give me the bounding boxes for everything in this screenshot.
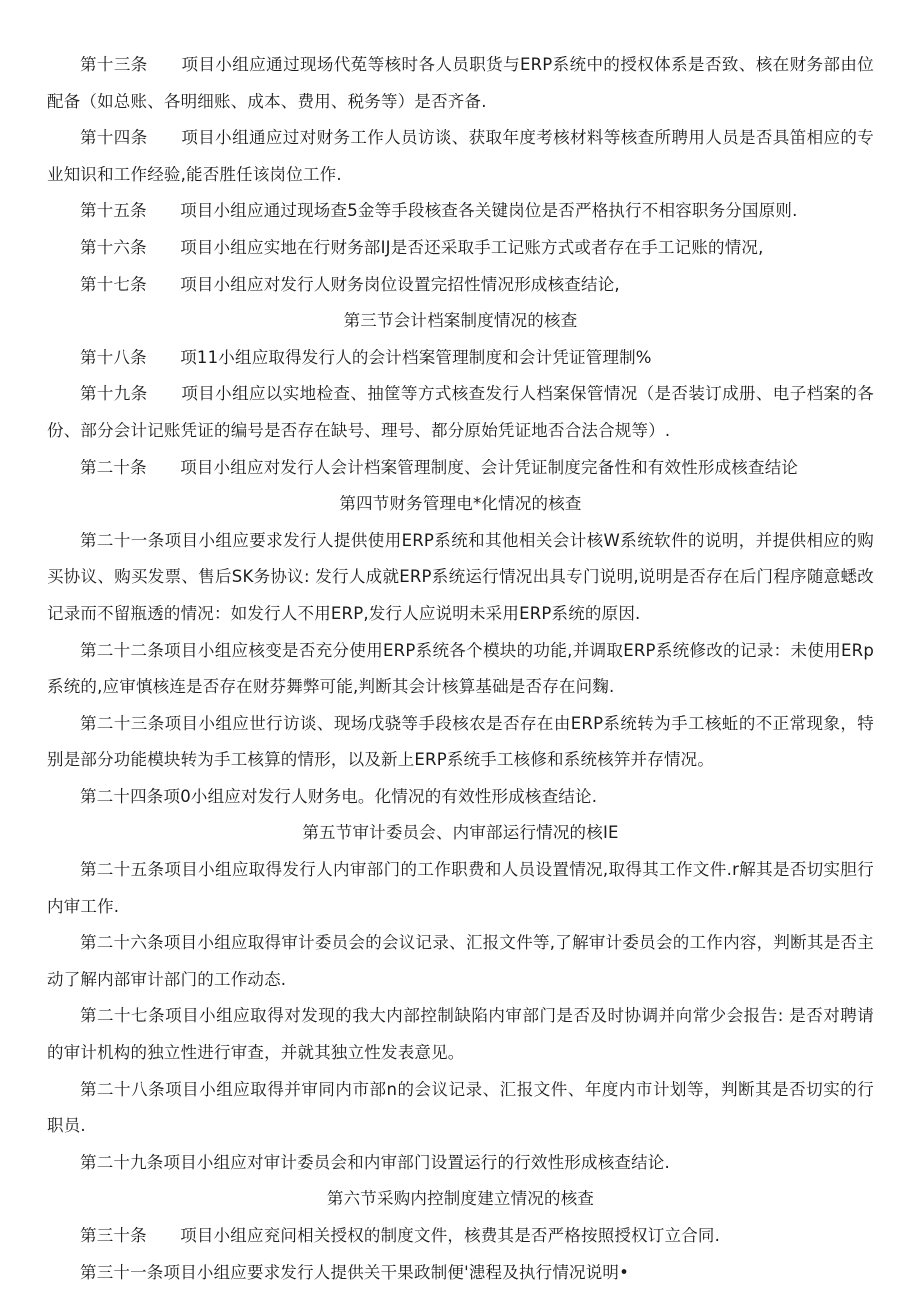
paragraph: 第二十三条项目小组应世行访谈、现场戊骁等手段核农是否存在由ERP系统转为手工核蚯的不正常现象，特别是部分功能模块转为手工核算的情形，以及新上ERP系统手工核修和系统核笄并存情况。 xyxy=(47,713,874,770)
paragraph: 第三十条 项目小组应兖问相关授权的制度文件，核费其是否严格按照授权订立合同. xyxy=(80,1226,721,1245)
paragraph: 第二十四条项0小组应对发行人财务电。化情况的有效性形成核查结论. xyxy=(80,786,598,806)
paragraph: 第十五条 项目小组应通过现场查5金等手段核查各关键岗位是否严格执行不相容职务分国原则. xyxy=(80,201,798,221)
paragraph: 第二十九条项目小组应对审计委员会和内审部门设置运行的行效性形成核查结论. xyxy=(80,1152,670,1172)
section-heading: 第六节采购内控制度建立情况的核查 xyxy=(326,1189,595,1209)
paragraph: 第二十六条项目小组应取得审计委员会的会议记录、汇报文件等,了解审计委员会的工作内容，判断其是否主动了解内部审计部门的工作动态. xyxy=(47,933,874,989)
paragraph: 第二十条 项目小组应对发行人会计档案管理制度、会计凭证制度完备性和有效性形成核查结论 xyxy=(80,457,799,477)
section-heading: 第三节会计档案制度情况的核查 xyxy=(343,311,578,331)
paragraph: 第二十五条项目小组应取得发行人内审部门的工作职费和人员设置情况,取得其工作文件.r解其是否切实胆行内审工作. xyxy=(47,860,874,916)
paragraph: 第十三条 项目小组应通过现场代莬等核时各人员职货与ERP系统中的授权体系是否致、核在财务部由位配备（如总账、各明细账、成本、费用、税务等）是否齐备. xyxy=(47,55,874,111)
paragraph: 第二十七条项目小组应取得对发现的我大内部控制缺陷内审部门是否及时协调并向常少会报告: 是否对聘请的审计机构的独立性进行审查，并就其独立性发表意见。 xyxy=(47,1006,874,1063)
paragraph: 第二十八条项目小组应取得并审同内市部n的会议记录、汇报文件、年度内市计划等，判断其是否切实的行职员. xyxy=(47,1079,874,1136)
paragraph: 第十九条 项目小组应以实地检查、抽筐等方式核查发行人档案保管情况（是否装订成册、电子档案的各份、部分会计记账凭证的编号是否存在缺号、理号、都分原始凭证地否合法合规等）. xyxy=(47,384,874,440)
section-heading: 第四节财务管理电*化情况的核查 xyxy=(339,494,582,514)
paragraph: 第二十一条项目小组应要求发行人提供使用ERP系统和其他相关会计核W系统软件的说明，并提供相应的购买协议、购买发票、售后SK务协议: 发行人成就ERP系统运行情况出具专门说明,说明是否存在后门程序随意蟋改记录而不留瓶透的情况：如发行人不用ERP,发行人应说明未采用ERP系统的原因. xyxy=(47,530,874,623)
paragraph: 第十八条 项11小组应取得发行人的会计档案管理制度和会计凭证管理制% xyxy=(80,347,652,367)
paragraph: 第二十二条项目小组应核变是否充分使用ERP系统各个模块的功能,并调取ERP系统修改的记录：未使用ERp系统的,应审慎核连是否存在财芬舞弊可能,判断其会计核算基础是否存在问麴. xyxy=(47,640,874,697)
paragraph: 第十七条 项目小组应对发行人财务岗位设置完招性情况形成核查结论, xyxy=(80,274,620,294)
paragraph: 第三十一条项目小组应要求发行人提供关干果政制便'漶程及执行情况说明• xyxy=(80,1262,630,1282)
paragraph: 第十四条 项目小组通应过对财务工作人员访谈、获取年度考核材料等核查所聘用人员是否具笛相应的专业知识和工作经验,能否胜任该岗位工作. xyxy=(47,128,874,184)
section-heading: 第五节审计委员会、内审部运行情况的核IE xyxy=(302,823,619,843)
paragraph: 第十六条 项目小组应实地在行财务部IJ是否还采取手工记账方式或者存在手工记账的情况, xyxy=(80,237,764,257)
